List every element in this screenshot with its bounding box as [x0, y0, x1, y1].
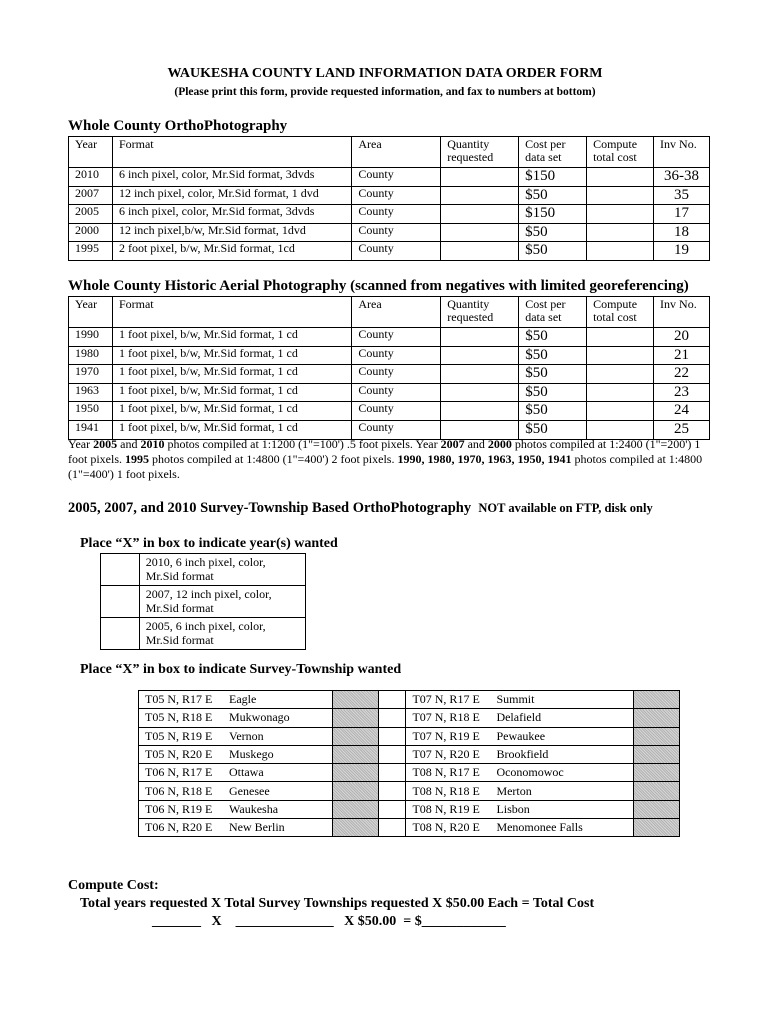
col-header-year: Year [69, 297, 113, 328]
col-header-area: Area [352, 137, 441, 168]
township-name: Vernon [229, 728, 264, 743]
table-row [69, 328, 710, 347]
township-code: T06 N, R18 E [145, 783, 213, 798]
township-selection-table [138, 690, 680, 837]
spacer-cell [378, 782, 406, 800]
form-title: WAUKESHA COUNTY LAND INFORMATION DATA ORDER FORM [167, 66, 603, 81]
area-cell: County [352, 383, 441, 402]
area-cell: County [352, 328, 441, 347]
col-header-quantity: Quantity requested [441, 297, 519, 328]
inv-no-cell: 20 [654, 328, 710, 347]
total-cost-input-cell[interactable] [587, 186, 654, 205]
note-segment: and [117, 437, 141, 451]
township-row [139, 745, 680, 763]
spacer-cell [378, 745, 406, 763]
compute-blanks: _______ X ______________ X $50.00 = $____________ [152, 914, 506, 929]
cost-cell: $50 [519, 328, 587, 347]
township-checkbox[interactable] [634, 745, 680, 763]
year-checkbox[interactable] [101, 618, 140, 650]
area-cell: County [352, 346, 441, 365]
table-row [69, 346, 710, 365]
year-option-row [101, 554, 306, 586]
township-row [139, 709, 680, 727]
inv-no-cell: 21 [654, 346, 710, 365]
note-segment: Year [68, 437, 94, 451]
note-segment: 2005 [93, 437, 118, 451]
area-cell: County [352, 223, 441, 242]
quantity-input-cell[interactable] [441, 168, 519, 187]
township-checkbox[interactable] [332, 819, 378, 837]
compute-heading: Compute Cost: [68, 878, 159, 893]
township-right-label [406, 727, 634, 745]
township-left-label [139, 782, 333, 800]
township-code: T05 N, R18 E [145, 710, 213, 725]
year-option-line1: 2007, 12 inch pixel, color, [145, 587, 272, 601]
table-row [69, 168, 710, 187]
cost-cell: $50 [519, 402, 587, 421]
township-code: T07 N, R17 E [412, 692, 480, 707]
cost-cell: $150 [519, 168, 587, 187]
cost-cell: $50 [519, 383, 587, 402]
township-left-label [139, 764, 333, 782]
township-left-label [139, 691, 333, 709]
inv-no-cell: 17 [654, 205, 710, 224]
township-checkbox[interactable] [634, 709, 680, 727]
township-row [139, 800, 680, 818]
table-row [69, 365, 710, 384]
township-checkbox[interactable] [332, 782, 378, 800]
quantity-input-cell[interactable] [441, 383, 519, 402]
township-right-label [406, 745, 634, 763]
orthophoto-table [68, 136, 710, 261]
historic-heading: Whole County Historic Aerial Photography (scanned from negatives with limited georeferencing) [68, 278, 689, 294]
year-option-line1: 2010, 6 inch pixel, color, [145, 555, 266, 569]
area-cell: County [352, 242, 441, 261]
quantity-input-cell[interactable] [441, 328, 519, 347]
township-checkbox[interactable] [332, 691, 378, 709]
inv-no-cell: 35 [654, 186, 710, 205]
township-code: T08 N, R18 E [412, 783, 480, 798]
cost-cell: $50 [519, 346, 587, 365]
township-checkbox[interactable] [634, 691, 680, 709]
cost-cell: $50 [519, 365, 587, 384]
township-checkbox[interactable] [634, 800, 680, 818]
col-header-total: Compute total cost [587, 137, 654, 168]
spacer-cell [378, 819, 406, 837]
cost-cell: $50 [519, 420, 587, 439]
year-cell: 1995 [69, 242, 113, 261]
note-segment: 1990, 1980, 1970, 1963, 1950, 1941 [397, 452, 572, 466]
year-cell: 1990 [69, 328, 113, 347]
township-code: T07 N, R19 E [412, 728, 480, 743]
year-checkbox[interactable] [101, 586, 140, 618]
cost-cell: $50 [519, 242, 587, 261]
total-cost-input-cell[interactable] [587, 328, 654, 347]
col-header-format: Format [112, 297, 351, 328]
township-checkbox[interactable] [332, 800, 378, 818]
year-option-label [139, 586, 305, 618]
township-checkbox[interactable] [332, 764, 378, 782]
col-header-format: Format [112, 137, 351, 168]
township-name: Merton [496, 783, 532, 798]
col-header-area: Area [352, 297, 441, 328]
township-left-label [139, 819, 333, 837]
township-right-label [406, 800, 634, 818]
year-option-label [139, 618, 305, 650]
year-option-row [101, 618, 306, 650]
format-cell: 1 foot pixel, b/w, Mr.Sid format, 1 cd [112, 402, 351, 421]
township-checkbox[interactable] [634, 782, 680, 800]
township-code: T06 N, R17 E [145, 765, 213, 780]
total-cost-input-cell[interactable] [587, 346, 654, 365]
township-row [139, 727, 680, 745]
township-name: Menomonee Falls [496, 820, 583, 835]
township-name: Waukesha [229, 801, 279, 816]
total-cost-input-cell[interactable] [587, 402, 654, 421]
township-code: T06 N, R19 E [145, 801, 213, 816]
township-code: T05 N, R17 E [145, 692, 213, 707]
table-header-row [69, 297, 710, 328]
spacer-cell [378, 691, 406, 709]
township-checkbox[interactable] [332, 709, 378, 727]
table-header-row [69, 137, 710, 168]
township-name: Genesee [229, 783, 270, 798]
inv-no-cell: 18 [654, 223, 710, 242]
note-segment: photos compiled at 1:2400 (1"=200') 1 foot pixels. [68, 437, 701, 466]
spacer-cell [378, 727, 406, 745]
area-cell: County [352, 420, 441, 439]
spacer-cell [378, 800, 406, 818]
township-right-label [406, 764, 634, 782]
township-row [139, 819, 680, 837]
spacer-cell [378, 764, 406, 782]
township-checkbox[interactable] [634, 819, 680, 837]
township-name: Pewaukee [496, 728, 546, 743]
year-option-line1: 2005, 6 inch pixel, color, [145, 619, 266, 633]
note-segment: 2010 [140, 437, 165, 451]
col-header-cost: Cost per data set [519, 137, 587, 168]
township-row [139, 782, 680, 800]
township-row [139, 764, 680, 782]
total-cost-input-cell[interactable] [587, 383, 654, 402]
inv-no-cell: 22 [654, 365, 710, 384]
quantity-input-cell[interactable] [441, 186, 519, 205]
table-row [69, 383, 710, 402]
area-cell: County [352, 365, 441, 384]
table-row [69, 186, 710, 205]
format-cell: 2 foot pixel, b/w, Mr.Sid format, 1cd [112, 242, 351, 261]
format-cell: 6 inch pixel, color, Mr.Sid format, 3dvds [112, 205, 351, 224]
area-cell: County [352, 205, 441, 224]
note-segment: 1995 [125, 452, 149, 466]
township-name: Eagle [229, 692, 257, 707]
format-cell: 1 foot pixel, b/w, Mr.Sid format, 1 cd [112, 365, 351, 384]
township-name: New Berlin [229, 820, 285, 835]
note-segment: 2007 [440, 437, 465, 451]
township-right-label [406, 709, 634, 727]
township-row [139, 691, 680, 709]
format-cell: 6 inch pixel, color, Mr.Sid format, 3dvds [112, 168, 351, 187]
total-cost-input-cell[interactable] [587, 168, 654, 187]
township-name: Summit [496, 692, 535, 707]
township-checkbox[interactable] [634, 727, 680, 745]
area-cell: County [352, 402, 441, 421]
township-name: Ottawa [229, 765, 264, 780]
township-name: Muskego [229, 747, 274, 762]
inv-no-cell: 19 [654, 242, 710, 261]
township-name: Mukwonago [229, 710, 290, 725]
township-checkbox[interactable] [332, 727, 378, 745]
township-name: Brookfield [496, 747, 549, 762]
area-cell: County [352, 186, 441, 205]
area-cell: County [352, 168, 441, 187]
year-cell: 2000 [69, 223, 113, 242]
historic-table [68, 296, 710, 440]
township-code: T07 N, R18 E [412, 710, 480, 725]
inv-no-cell: 36-38 [654, 168, 710, 187]
township-checkbox[interactable] [332, 745, 378, 763]
form-subtitle: (Please print this form, provide requested information, and fax to numbers at bottom) [174, 86, 596, 98]
cost-cell: $150 [519, 205, 587, 224]
year-option-line2: Mr.Sid format [145, 633, 214, 647]
total-cost-input-cell[interactable] [587, 223, 654, 242]
col-header-quantity: Quantity requested [441, 137, 519, 168]
format-cell: 12 inch pixel, color, Mr.Sid format, 1 dvd [112, 186, 351, 205]
survey-heading-note: NOT available on FTP, disk only [478, 501, 653, 515]
col-header-total: Compute total cost [587, 297, 654, 328]
township-left-label [139, 709, 333, 727]
total-cost-input-cell[interactable] [587, 365, 654, 384]
note-segment: photos compiled at 1:4800 (1"=400') 2 foot pixels. [149, 452, 398, 466]
table-row [69, 242, 710, 261]
format-cell: 1 foot pixel, b/w, Mr.Sid format, 1 cd [112, 328, 351, 347]
format-cell: 1 foot pixel, b/w, Mr.Sid format, 1 cd [112, 420, 351, 439]
year-cell: 1980 [69, 346, 113, 365]
spacer-cell [378, 709, 406, 727]
cost-cell: $50 [519, 223, 587, 242]
year-option-line2: Mr.Sid format [145, 569, 214, 583]
table-row [69, 205, 710, 224]
total-cost-input-cell[interactable] [587, 205, 654, 224]
quantity-input-cell[interactable] [441, 223, 519, 242]
years-prompt: Place “X” in box to indicate year(s) wanted [80, 536, 338, 551]
year-cell: 1970 [69, 365, 113, 384]
quantity-input-cell[interactable] [441, 402, 519, 421]
year-selection-table [100, 553, 306, 650]
township-code: T08 N, R17 E [412, 765, 480, 780]
quantity-input-cell[interactable] [441, 346, 519, 365]
year-checkbox[interactable] [101, 554, 140, 586]
townships-prompt: Place “X” in box to indicate Survey-Township wanted [80, 662, 402, 677]
format-cell: 1 foot pixel, b/w, Mr.Sid format, 1 cd [112, 346, 351, 365]
year-option-row [101, 586, 306, 618]
township-code: T08 N, R20 E [412, 820, 480, 835]
table-row [69, 223, 710, 242]
inv-no-cell: 25 [654, 420, 710, 439]
township-code: T06 N, R20 E [145, 820, 213, 835]
township-code: T05 N, R20 E [145, 747, 213, 762]
note-segment: and [464, 437, 488, 451]
note-segment: photos compiled at 1:4800 (1"=400') 1 foot pixels. [68, 452, 703, 481]
township-left-label [139, 745, 333, 763]
note-segment: photos compiled at 1:1200 (1"=100') .5 foot pixels. Year [164, 437, 441, 451]
compilation-note [68, 437, 708, 482]
cost-cell: $50 [519, 186, 587, 205]
orthophoto-heading: Whole County OrthoPhotography [68, 118, 288, 134]
format-cell: 12 inch pixel,b/w, Mr.Sid format, 1dvd [112, 223, 351, 242]
quantity-input-cell[interactable] [441, 242, 519, 261]
year-cell: 1963 [69, 383, 113, 402]
township-left-label [139, 800, 333, 818]
col-header-year: Year [69, 137, 113, 168]
township-name: Lisbon [496, 801, 530, 816]
township-name: Oconomowoc [496, 765, 564, 780]
compute-formula: Total years requested X Total Survey Townships requested X $50.00 Each = Total Cost [80, 896, 595, 911]
township-right-label [406, 819, 634, 837]
format-cell: 1 foot pixel, b/w, Mr.Sid format, 1 cd [112, 383, 351, 402]
quantity-input-cell[interactable] [441, 365, 519, 384]
year-cell: 2005 [69, 205, 113, 224]
inv-no-cell: 24 [654, 402, 710, 421]
inv-no-cell: 23 [654, 383, 710, 402]
col-header-inv: Inv No. [654, 137, 710, 168]
township-name: Delafield [496, 710, 542, 725]
township-checkbox[interactable] [634, 764, 680, 782]
total-cost-input-cell[interactable] [587, 242, 654, 261]
table-row [69, 402, 710, 421]
survey-heading-title: 2005, 2007, and 2010 Survey-Township Based OrthoPhotography [68, 500, 472, 516]
year-cell: 2007 [69, 186, 113, 205]
year-option-line2: Mr.Sid format [145, 601, 214, 615]
col-header-inv: Inv No. [654, 297, 710, 328]
year-cell: 1950 [69, 402, 113, 421]
quantity-input-cell[interactable] [441, 205, 519, 224]
township-code: T08 N, R19 E [412, 801, 480, 816]
year-cell: 2010 [69, 168, 113, 187]
survey-heading [68, 500, 653, 517]
township-left-label [139, 727, 333, 745]
col-header-cost: Cost per data set [519, 297, 587, 328]
township-code: T05 N, R19 E [145, 728, 213, 743]
township-code: T07 N, R20 E [412, 747, 480, 762]
year-cell: 1941 [69, 420, 113, 439]
year-option-label [139, 554, 305, 586]
note-segment: 2000 [487, 437, 512, 451]
township-right-label [406, 782, 634, 800]
township-right-label [406, 691, 634, 709]
